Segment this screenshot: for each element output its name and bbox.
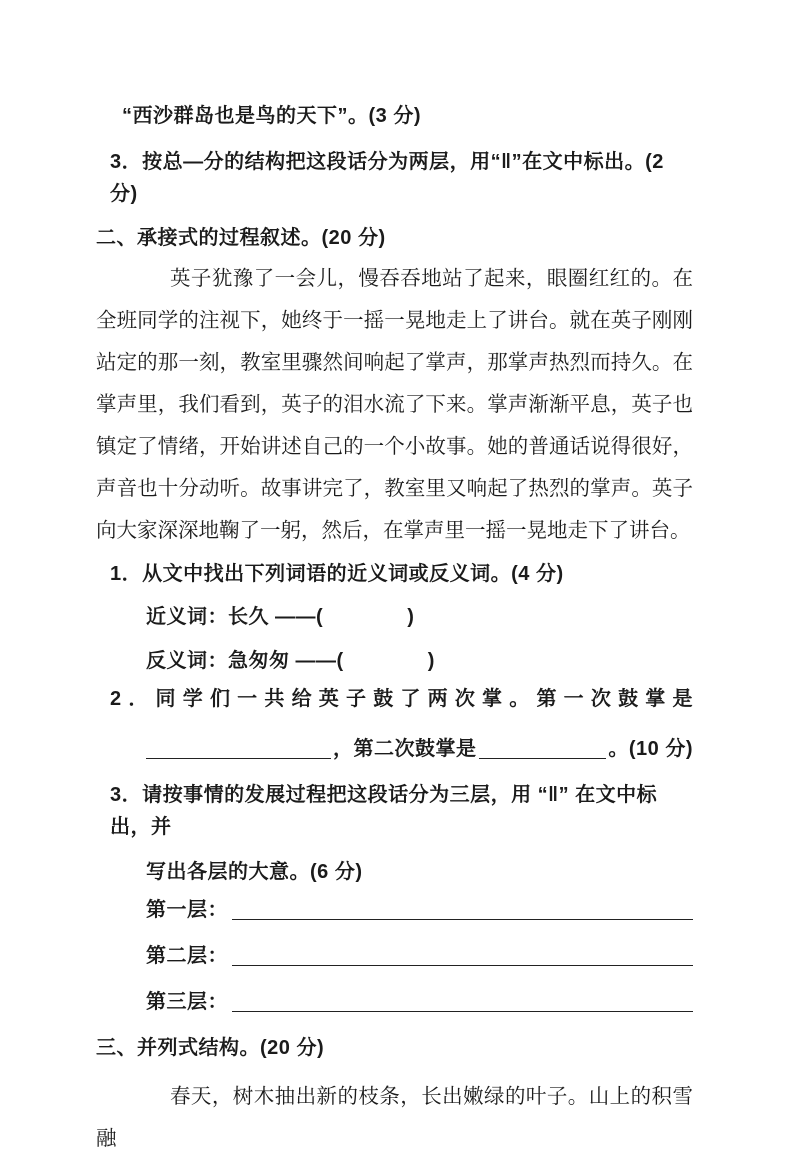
passage-yingzi: 英子犹豫了一会儿，慢吞吞地站了起来，眼圈红红的。在全班同学的注视下，她终于一摇一晃地走上了讲台。就在英子刚刚站定的那一刻，教室里骤然间响起了掌声，那掌声热烈而持久。在掌声里，我们看到，英子的泪水流了下来。掌声渐渐平息，英子也镇定了情绪，开始讲述自己的一个小故事。她的普通话说得很好，声音也十分动听。故事讲完了，教室里又响起了热烈的掌声。英子向大家深深地鞠了一躬，然后，在掌声里一摇一晃地走下了讲台。 [96, 268, 693, 542]
section-two-heading: 二、承接式的过程叙述。(20 分) [96, 227, 386, 249]
passage-spring-first-line: 春天，树木抽出新的枝条，长出嫩绿的叶子。山上的积雪融 [96, 1086, 693, 1150]
question-two-score: 。(10 分) [608, 738, 693, 760]
question-one-label: 1．从文中找出下列词语的近义词或反义词。(4 分) [110, 563, 564, 585]
antonym-prompt: 反义词：急匆匆 ——( [146, 650, 344, 672]
answer-line [232, 1011, 693, 1012]
question-two-blank-line [96, 733, 693, 765]
layer-two-label: 第二层： [146, 945, 228, 967]
answer-blank-first-applause [146, 758, 331, 759]
antonym-close-paren: ) [427, 650, 435, 672]
answer-line [232, 919, 693, 920]
question-three-line1: 3．请按事情的发展过程把这段话分为三层，用 “‖” 在文中标出，并 [110, 784, 658, 838]
layer-row-three [96, 986, 693, 1018]
layer-three-label: 第三层： [146, 991, 228, 1013]
layer-row-two [96, 940, 693, 972]
question-three-line2: 写出各层的大意。(6 分) [146, 861, 363, 883]
answer-blank-second-applause [479, 758, 607, 759]
carryover-quote-line: “西沙群岛也是鸟的天下”。(3 分) [122, 105, 421, 127]
answer-line [232, 965, 693, 966]
synonym-line [96, 601, 693, 633]
layer-one-label: 第一层： [146, 899, 228, 921]
antonym-line [96, 645, 693, 677]
synonym-prompt: 近义词：长久 ——( [146, 606, 324, 628]
layer-row-one [96, 894, 693, 926]
question-two-line1: 2．同学们一共给英子鼓了两次掌。第一次鼓掌是 [110, 688, 693, 710]
section-three-heading: 三、并列式结构。(20 分) [96, 1037, 325, 1059]
question-divide-two-layers: 3．按总—分的结构把这段话分为两层，用“‖”在文中标出。(2 分) [110, 151, 664, 205]
synonym-close-paren: ) [407, 606, 415, 628]
question-two-mid-text: ，第二次鼓掌是 [333, 738, 477, 760]
